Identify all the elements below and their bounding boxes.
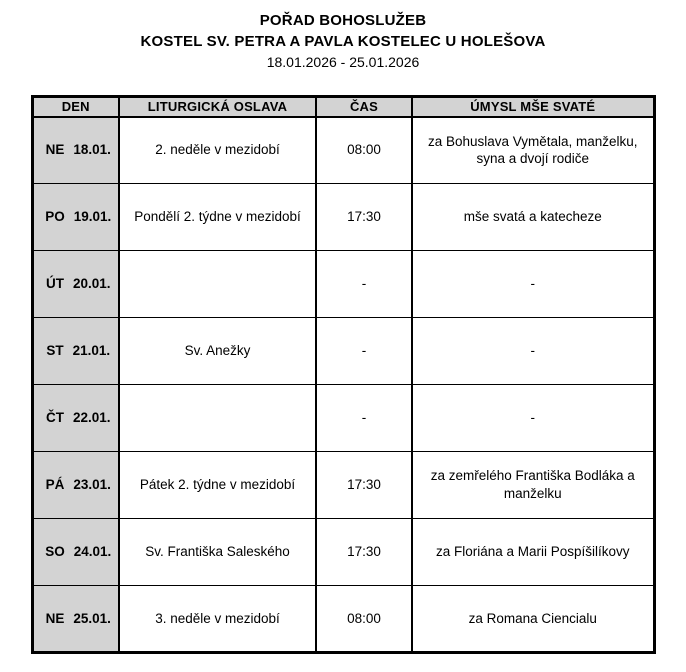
time-cell: 08:00 (316, 586, 412, 653)
intention-cell: za Floriána a Marii Pospíšilíkovy (412, 519, 654, 586)
day-abbrev: ČT (45, 410, 64, 426)
day-date: 23.01. (73, 477, 111, 493)
day-cell (32, 318, 119, 385)
table-row (32, 586, 654, 653)
header-den: DEN (32, 97, 119, 117)
document-title: POŘAD BOHOSLUŽEB (259, 12, 427, 29)
table-header-row (32, 97, 654, 117)
intention-cell: - (412, 318, 654, 385)
celebration-cell: Sv. Františka Saleského (119, 519, 316, 586)
day-cell (32, 184, 119, 251)
day-date: 22.01. (72, 410, 111, 426)
schedule-table (31, 95, 656, 654)
day-abbrev: PO (45, 209, 65, 225)
day-date: 20.01. (72, 276, 111, 292)
day-cell (32, 519, 119, 586)
title-block (0, 10, 686, 73)
table-row (32, 318, 654, 385)
day-date: 18.01. (73, 142, 111, 158)
table-row (32, 519, 654, 586)
header-liturgicka-oslava: LITURGICKÁ OSLAVA (119, 97, 316, 117)
day-date: 19.01. (73, 209, 112, 225)
celebration-cell: Pondělí 2. týdne v mezidobí (119, 184, 316, 251)
day-cell (32, 452, 119, 519)
intention-cell: - (412, 385, 654, 452)
time-cell: 17:30 (316, 519, 412, 586)
day-abbrev: ÚT (45, 276, 64, 292)
celebration-cell: Pátek 2. týdne v mezidobí (119, 452, 316, 519)
time-cell: 08:00 (316, 117, 412, 184)
day-abbrev: NE (45, 610, 65, 626)
week-date-range: 18.01.2026 - 25.01.2026 (266, 54, 420, 70)
intention-cell: za Bohuslava Vymětala, manželku, syna a dvojí rodiče (412, 117, 654, 184)
time-cell: 17:30 (316, 184, 412, 251)
day-abbrev: SO (45, 544, 65, 560)
celebration-cell: 3. neděle v mezidobí (119, 586, 316, 653)
time-cell: 17:30 (316, 452, 412, 519)
day-cell (32, 385, 119, 452)
day-date: 24.01. (73, 544, 112, 560)
header-umysl-mse-svate: ÚMYSL MŠE SVATÉ (412, 97, 654, 117)
day-cell (32, 117, 119, 184)
day-date: 21.01. (72, 343, 111, 359)
celebration-cell: 2. neděle v mezidobí (119, 117, 316, 184)
day-abbrev: NE (45, 142, 65, 158)
celebration-cell: Sv. Anežky (119, 318, 316, 385)
table-row (32, 452, 654, 519)
church-name: KOSTEL SV. PETRA A PAVLA KOSTELEC U HOLEŠOVA (140, 33, 546, 50)
day-cell (32, 251, 119, 318)
intention-cell: mše svatá a katecheze (412, 184, 654, 251)
table-row (32, 385, 654, 452)
intention-cell: za zemřelého Františka Bodláka a manželku (412, 452, 654, 519)
time-cell: - (316, 251, 412, 318)
time-cell: - (316, 318, 412, 385)
table-row (32, 251, 654, 318)
time-cell: - (316, 385, 412, 452)
day-abbrev: ST (46, 343, 64, 359)
intention-cell: za Romana Ciencialu (412, 586, 654, 653)
day-abbrev: PÁ (45, 477, 65, 493)
table-row (32, 184, 654, 251)
header-cas: ČAS (316, 97, 412, 117)
day-date: 25.01. (73, 610, 111, 626)
intention-cell: - (412, 251, 654, 318)
celebration-cell (119, 251, 316, 318)
celebration-cell (119, 385, 316, 452)
table-row (32, 117, 654, 184)
day-cell (32, 586, 119, 653)
